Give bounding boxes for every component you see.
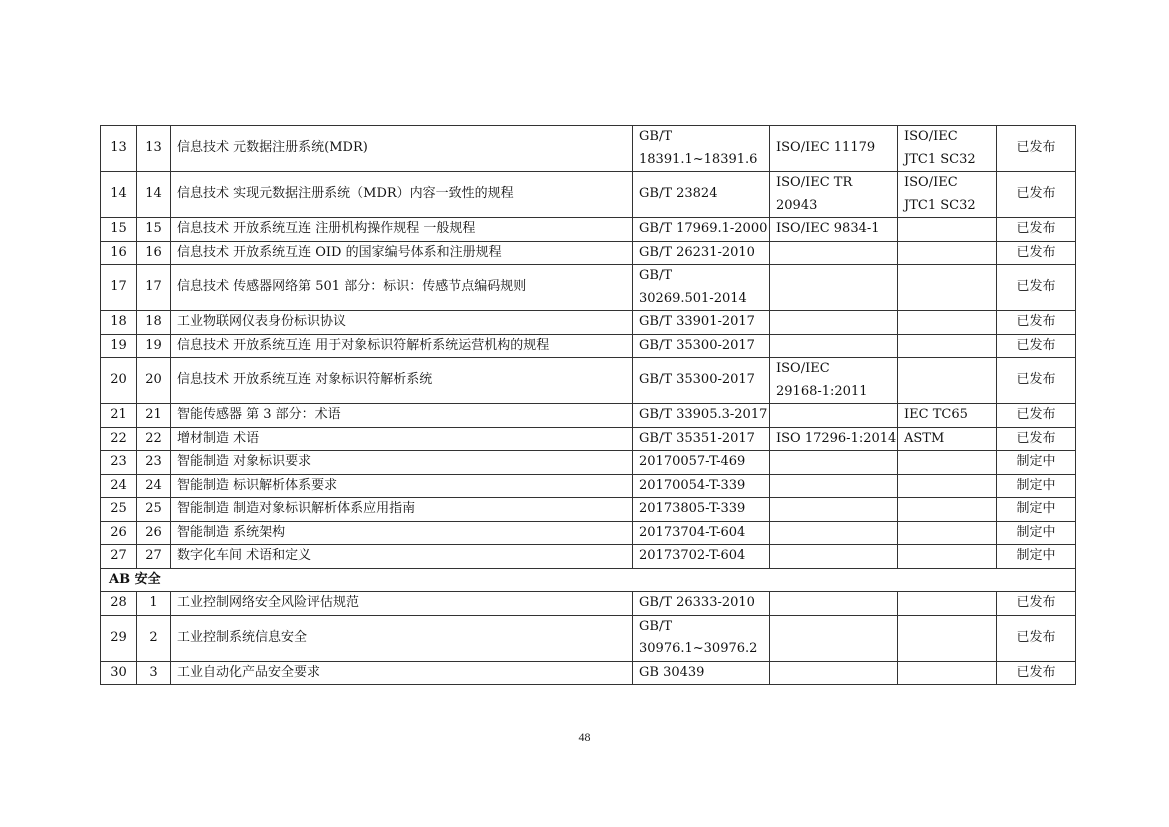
standards-table-body [101,126,1076,685]
status-cell: 已发布 [997,404,1076,428]
serial-number-cell: 29 [101,615,137,661]
standard-code-cell [633,126,770,172]
organization-cell [898,615,997,661]
serial-number-cell: 27 [101,545,137,569]
organization-cell-line: JTC1 SC32 [904,151,976,167]
sub-number-cell: 23 [137,451,171,475]
sub-number-cell: 17 [137,265,171,311]
table-row [101,545,1076,569]
status-cell: 已发布 [997,592,1076,616]
page-number: 48 [578,730,591,744]
serial-number-cell: 23 [101,451,137,475]
international-standard-cell [770,615,898,661]
sub-number-cell: 27 [137,545,171,569]
organization-cell [898,404,997,428]
international-standard-cell [770,498,898,522]
status-cell: 已发布 [997,661,1076,685]
international-standard-cell [770,451,898,475]
sub-number-cell: 25 [137,498,171,522]
sub-number-cell: 2 [137,615,171,661]
standard-name-cell: 工业控制系统信息安全 [171,615,633,661]
standard-name-cell: 信息技术 开放系统互连 对象标识符解析系统 [171,358,633,404]
organization-cell [898,358,997,404]
international-standard-cell [770,218,898,242]
standard-code-cell [633,615,770,661]
sub-number-cell: 18 [137,311,171,335]
organization-cell-line: ISO/IEC [904,175,958,190]
standard-name-cell: 信息技术 开放系统互连 注册机构操作规程 一般规程 [171,218,633,242]
table-row [101,218,1076,242]
sub-number-cell: 21 [137,404,171,428]
serial-number-cell: 19 [101,334,137,358]
international-standard-cell [770,265,898,311]
international-standard-cell [770,311,898,335]
section-row [101,568,1076,592]
standard-name-cell: 智能制造 对象标识要求 [171,451,633,475]
standard-code-cell [633,498,770,522]
status-cell: 已发布 [997,126,1076,172]
status-cell: 制定中 [997,521,1076,545]
standard-name-cell: 信息技术 实现元数据注册系统（MDR）内容一致性的规程 [171,172,633,218]
organization-cell-line: IEC TC65 [904,407,968,422]
standard-code-cell-line: 20173805-T-339 [639,501,746,516]
standard-name-cell: 信息技术 元数据注册系统(MDR) [171,126,633,172]
standard-code-cell-line: GB/T 26333-2010 [639,595,755,610]
serial-number-cell: 26 [101,521,137,545]
organization-cell [898,265,997,311]
standard-code-cell-line: 20170057-T-469 [639,454,746,469]
table-row [101,592,1076,616]
status-cell: 已发布 [997,615,1076,661]
table-row [101,404,1076,428]
table-row [101,474,1076,498]
organization-cell [898,498,997,522]
standard-code-cell [633,451,770,475]
organization-cell [898,218,997,242]
international-standard-cell-line: ISO/IEC 11179 [776,140,876,156]
table-row [101,265,1076,311]
serial-number-cell: 25 [101,498,137,522]
sub-number-cell: 24 [137,474,171,498]
standard-code-cell [633,241,770,265]
standard-code-cell [633,311,770,335]
table-row [101,427,1076,451]
sub-number-cell: 20 [137,358,171,404]
status-cell: 已发布 [997,265,1076,311]
standard-code-cell-line: GB/T 23824 [639,186,718,202]
serial-number-cell: 17 [101,265,137,311]
serial-number-cell: 24 [101,474,137,498]
international-standard-cell [770,241,898,265]
standard-code-cell [633,404,770,428]
organization-cell [898,545,997,569]
standard-code-cell-line: 30976.1~30976.2 [639,641,758,656]
standard-code-cell [633,334,770,358]
serial-number-cell: 30 [101,661,137,685]
status-cell: 已发布 [997,311,1076,335]
standard-name-cell: 智能制造 系统架构 [171,521,633,545]
organization-cell-line: JTC1 SC32 [904,197,976,213]
sub-number-cell: 19 [137,334,171,358]
international-standard-cell [770,126,898,172]
standard-code-cell [633,661,770,685]
organization-cell [898,172,997,218]
table-row [101,615,1076,661]
sub-number-cell: 22 [137,427,171,451]
serial-number-cell: 13 [101,126,137,172]
standard-code-cell [633,592,770,616]
international-standard-cell [770,172,898,218]
standard-name-cell: 智能制造 标识解析体系要求 [171,474,633,498]
table-row [101,358,1076,404]
international-standard-cell [770,334,898,358]
organization-cell [898,661,997,685]
standard-code-cell-line: GB/T 33901-2017 [639,314,755,329]
sub-number-cell: 13 [137,126,171,172]
standard-code-cell [633,474,770,498]
standard-name-cell: 数字化车间 术语和定义 [171,545,633,569]
status-cell: 已发布 [997,241,1076,265]
organization-cell [898,427,997,451]
table-row [101,498,1076,522]
serial-number-cell: 15 [101,218,137,242]
international-standard-cell [770,427,898,451]
organization-cell [898,126,997,172]
sub-number-cell: 1 [137,592,171,616]
standard-code-cell-line: GB/T [639,618,672,634]
table-row [101,126,1076,172]
international-standard-cell [770,358,898,404]
organization-cell-line: ASTM [904,430,945,446]
international-standard-cell-line: 29168-1:2011 [776,383,868,399]
standard-code-cell-line: GB/T 33905.3-2017 [639,407,768,422]
standard-name-cell: 增材制造 术语 [171,427,633,451]
organization-cell-line: ISO/IEC [904,129,958,144]
organization-cell [898,311,997,335]
standard-code-cell-line: GB/T 35300-2017 [639,372,755,388]
standard-code-cell-line: GB 30439 [639,664,705,680]
standard-name-cell: 工业物联网仪表身份标识协议 [171,311,633,335]
organization-cell [898,592,997,616]
serial-number-cell: 22 [101,427,137,451]
sub-number-cell: 16 [137,241,171,265]
standard-code-cell-line: 20173704-T-604 [639,524,746,540]
standard-code-cell [633,218,770,242]
section-title: AB 安全 [101,568,1076,592]
organization-cell [898,474,997,498]
serial-number-cell: 16 [101,241,137,265]
international-standard-cell-line: ISO/IEC TR [776,175,853,190]
status-cell: 已发布 [997,427,1076,451]
standard-code-cell [633,358,770,404]
standard-code-cell-line: GB/T 17969.1-2000 [639,221,768,236]
organization-cell [898,521,997,545]
sub-number-cell: 15 [137,218,171,242]
international-standard-cell-line: ISO/IEC 9834-1 [776,221,880,236]
status-cell: 制定中 [997,451,1076,475]
standard-code-cell [633,545,770,569]
international-standard-cell-line: 20943 [776,197,818,213]
international-standard-cell [770,661,898,685]
standard-code-cell-line: 20173702-T-604 [639,548,746,563]
standard-code-cell [633,521,770,545]
status-cell: 已发布 [997,172,1076,218]
status-cell: 制定中 [997,545,1076,569]
standard-code-cell-line: 20170054-T-339 [639,477,746,493]
standard-code-cell [633,427,770,451]
standard-code-cell [633,172,770,218]
international-standard-cell-line: ISO/IEC [776,361,830,376]
table-row [101,521,1076,545]
international-standard-cell [770,545,898,569]
standard-code-cell-line: GB/T [639,129,672,144]
standard-code-cell-line: 18391.1~18391.6 [639,151,758,167]
serial-number-cell: 14 [101,172,137,218]
table-row [101,172,1076,218]
standards-table [100,125,1076,685]
table-row [101,451,1076,475]
organization-cell [898,451,997,475]
standard-code-cell-line: GB/T [639,268,672,283]
standard-code-cell-line: GB/T 35300-2017 [639,337,755,353]
table-row [101,334,1076,358]
international-standard-cell [770,404,898,428]
standard-code-cell-line: 30269.501-2014 [639,290,747,306]
standard-name-cell: 工业自动化产品安全要求 [171,661,633,685]
status-cell: 已发布 [997,334,1076,358]
status-cell: 已发布 [997,358,1076,404]
table-row [101,241,1076,265]
table-row [101,311,1076,335]
international-standard-cell-line: ISO 17296-1:2014 [776,430,897,446]
standard-code-cell [633,265,770,311]
status-cell: 制定中 [997,474,1076,498]
standard-name-cell: 信息技术 开放系统互连 OID 的国家编号体系和注册规程 [171,241,633,265]
sub-number-cell: 26 [137,521,171,545]
standard-name-cell: 工业控制网络安全风险评估规范 [171,592,633,616]
sub-number-cell: 3 [137,661,171,685]
standard-code-cell-line: GB/T 35351-2017 [639,430,755,446]
organization-cell [898,241,997,265]
status-cell: 制定中 [997,498,1076,522]
standard-name-cell: 智能传感器 第 3 部分：术语 [171,404,633,428]
serial-number-cell: 18 [101,311,137,335]
international-standard-cell [770,521,898,545]
serial-number-cell: 28 [101,592,137,616]
table-row [101,661,1076,685]
serial-number-cell: 20 [101,358,137,404]
standard-name-cell: 信息技术 传感器网络第 501 部分：标识：传感节点编码规则 [171,265,633,311]
serial-number-cell: 21 [101,404,137,428]
status-cell: 已发布 [997,218,1076,242]
international-standard-cell [770,592,898,616]
sub-number-cell: 14 [137,172,171,218]
organization-cell [898,334,997,358]
international-standard-cell [770,474,898,498]
standard-code-cell-line: GB/T 26231-2010 [639,244,755,260]
standard-name-cell: 信息技术 开放系统互连 用于对象标识符解析系统运营机构的规程 [171,334,633,358]
standard-name-cell: 智能制造 制造对象标识解析体系应用指南 [171,498,633,522]
